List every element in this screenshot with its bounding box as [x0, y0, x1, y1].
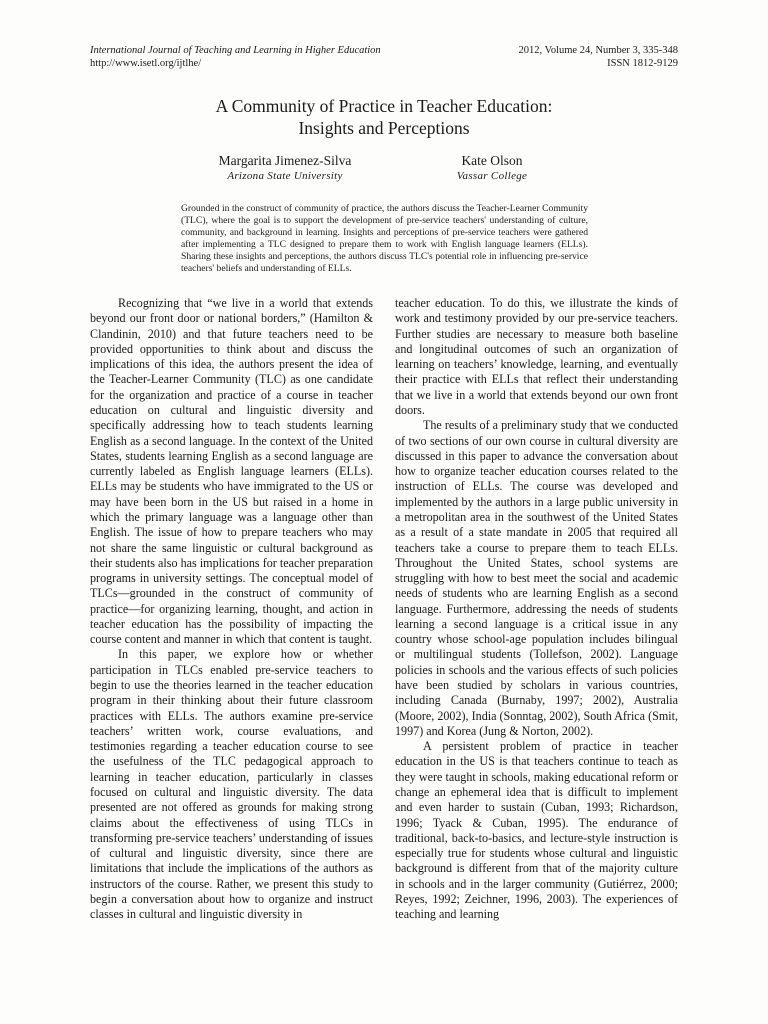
author-name: Margarita Jimenez-Silva: [218, 153, 352, 168]
author-affiliation: Vassar College: [456, 170, 528, 182]
body-column-right: [395, 296, 678, 923]
journal-url: http://www.isetl.org/ijtlhe/: [90, 58, 202, 69]
article-title: [90, 95, 678, 139]
issn: ISSN 1812-9129: [607, 58, 678, 69]
paragraph: A persistent problem of practice in teacher education in the US is that teachers continue to teach as they were taught in schools, making educational reform or change an ephemeral idea that is difficult to implement and even harder to sustain (Cuban, 1993; Richardson, 1996; Tyack & Cuban, 1995). The endurance of traditional, back-to-basics, and lecture-style instruction is especially true for students whose cultural and linguistic background is different from that of the majority culture in schools and in the larger community (Gutiérrez, 2000; Reyes, 1992; Zeichner, 1996, 2003). The experiences of teaching and learning: [395, 739, 678, 922]
title-line-2: Insights and Perceptions: [298, 118, 470, 138]
paragraph: The results of a preliminary study that we conducted of two sections of our own course in cultural diversity are discussed in this paper to advance the conversation about how to organize teacher education courses related to the instruction of ELLs. The course was developed and implemented by the authors in a large public university in a metropolitan area in the southwest of the United States as a result of a state mandate in 2005 that required all teachers take a course to prepare them to teach ELLs. Throughout the United States, school systems are struggling with how to best meet the social and academic needs of students who are learning English as a second language. Furthermore, addressing the needs of students learning a second language is a critical issue in any country whose school-age population includes bilingual or multilingual students (Tollefson, 2002). Language policies in schools and the various effects of such policies have been studied by scholars in various countries, including Canada (Burnaby, 1997; 2002), Australia (Moore, 2002), India (Sonntag, 2002), South Africa (Smit, 1997) and Korea (Jung & Norton, 2002).: [395, 418, 678, 738]
paragraph: In this paper, we explore how or whether participation in TLCs enabled pre-service teachers to begin to use the theories learned in the teacher education program in their thinking about their future classroom practices with ELLs. The authors examine pre-service teachers’ written work, course evaluations, and testimonies regarding a teacher education course to see the usefulness of the TLC pedagogical approach to learning in teacher education, particularly in classes focused on cultural and linguistic diversity. The data presented are not offered as grounds for making strong claims about the effectiveness of using TLCs in transforming pre-service teachers’ understanding of issues of cultural and linguistic diversity, since there are limitations that include the implications of the authors as instructors of the course. Rather, we present this study to begin a conversation about how to organize and instruct classes in cultural and linguistic diversity in: [90, 647, 373, 922]
title-line-1: A Community of Practice in Teacher Education:: [215, 96, 553, 116]
author-affiliation: Arizona State University: [227, 170, 343, 182]
paragraph: teacher education. To do this, we illustrate the kinds of work and testimony provided by our pre-service teachers. Further studies are necessary to measure both baseline and longitudinal outcomes of such an organization of learning on teachers’ knowledge, learning, and eventually their practice with ELLs that reflect their understanding that we live in a world that extends beyond our own front doors.: [395, 296, 678, 417]
paragraph: Recognizing that “we live in a world that extends beyond our front door or national borders,” (Hamilton & Clandinin, 2010) and that future teachers need to be provided opportunities to think about and discuss the implications of this idea, the authors present the idea of the Teacher-Learner Community (TLC) as one candidate for the organization and practice of a course in teacher education on cultural and linguistic diversity and specifically addressing how to teach students learning English as a second language. In the context of the United States, students learning English as a second language are currently labeled as English language learners (ELLs). ELLs may be students who have immigrated to the US or may have been born in the US but raised in a home in which the primary language was a language other than English. The issue of how to prepare teachers who may not share the same linguistic or cultural background as their students also has implications for teacher preparation programs in university settings. The conceptual model of TLCs—grounded in the construct of community of practice—for organizing learning, thought, and action in teacher education has the possibility of impacting the course content and manner in which that content is taught.: [90, 296, 373, 647]
author-block-2: [412, 152, 572, 184]
author-name: Kate Olson: [461, 153, 523, 168]
running-header-left: [90, 44, 381, 70]
author-block-1: [205, 152, 365, 184]
abstract: Grounded in the construct of community of practice, the authors discuss the Teacher-Learner Community (TLC), where the goal is to support the development of pre-service teachers' understanding of culture, community, and background in learning. Insights and perceptions of pre-service teachers were gathered after implementing a TLC designed to prepare them to work with English language learners (ELLs). Sharing these insights and perceptions, the authors discuss TLC's potential role in influencing pre-service teachers' beliefs and understanding of ELLs.: [181, 203, 588, 274]
journal-name: International Journal of Teaching and Learning in Higher Education: [90, 45, 381, 56]
issue-info: 2012, Volume 24, Number 3, 335-348: [518, 45, 678, 56]
running-header-right: [519, 44, 678, 70]
body-column-left: [90, 296, 373, 923]
